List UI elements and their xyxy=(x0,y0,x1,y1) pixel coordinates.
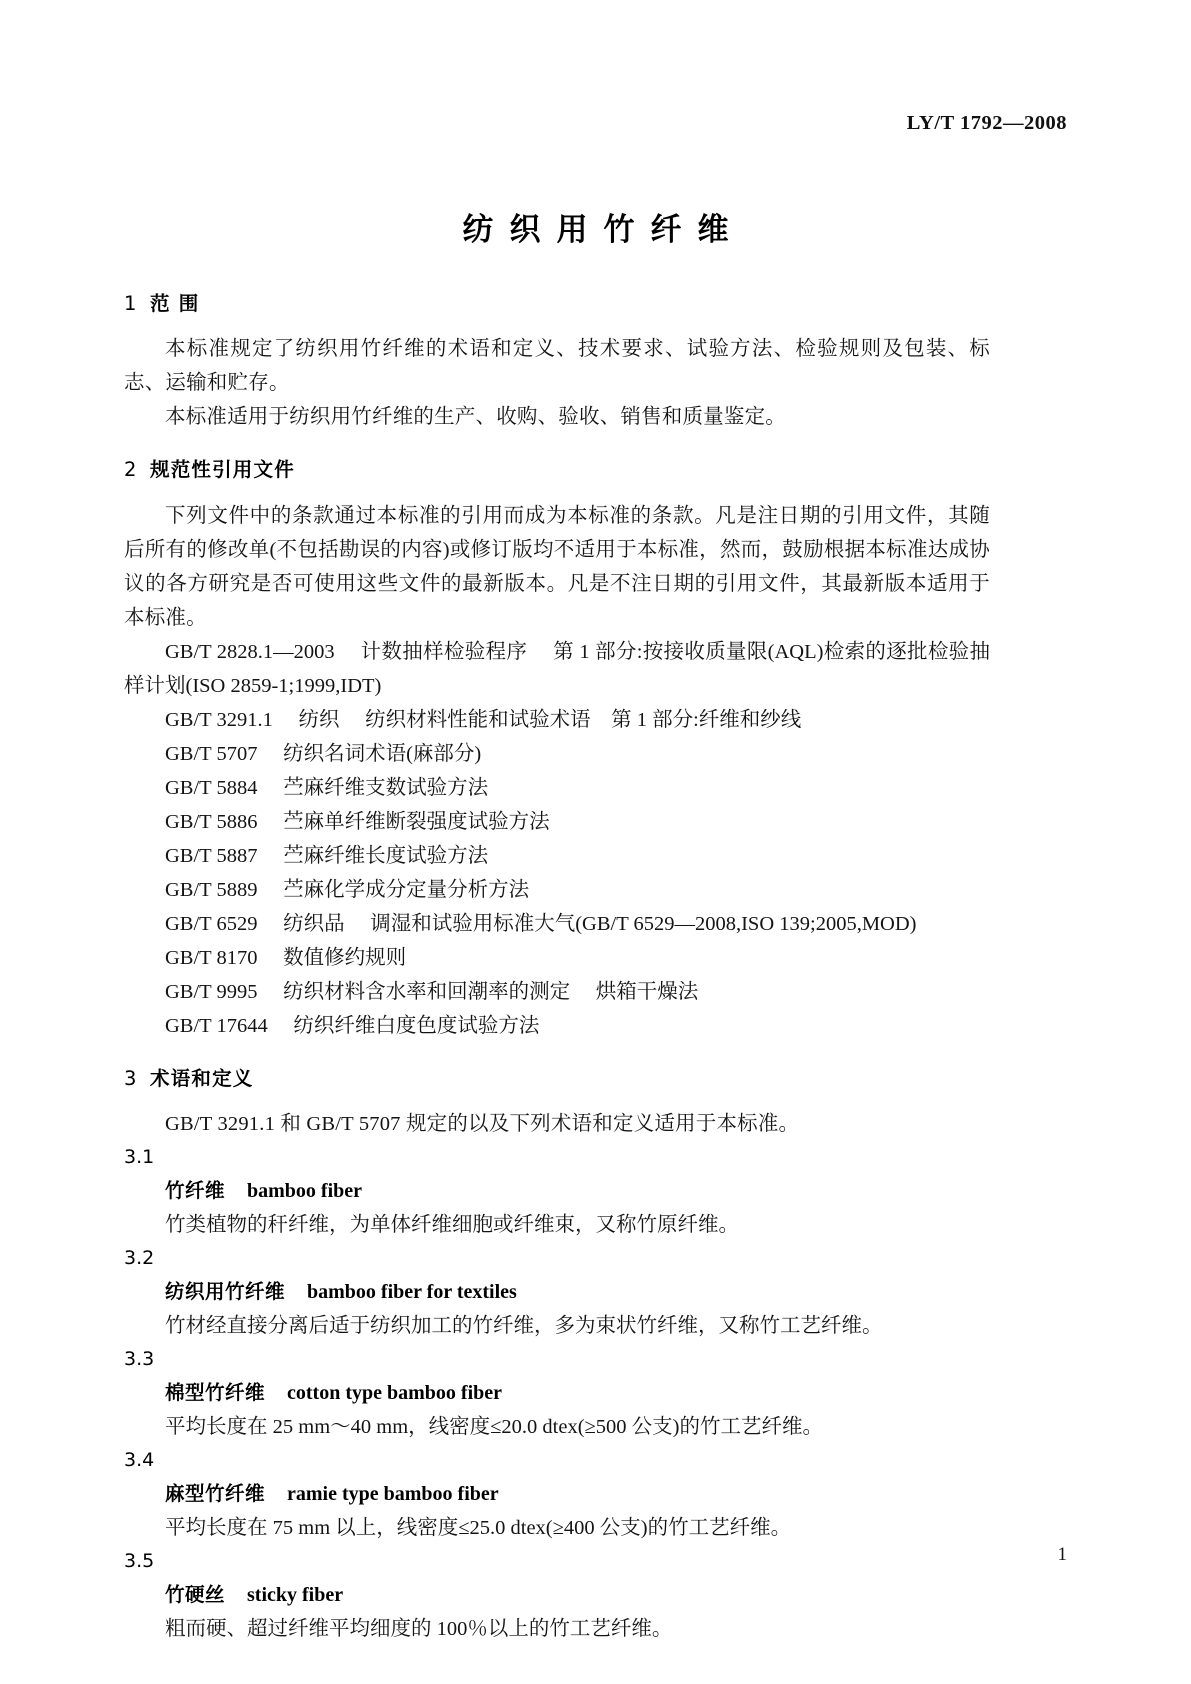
term-definition-list xyxy=(124,1141,990,1646)
term-name-chinese: 纺织用竹纤维 xyxy=(165,1280,286,1304)
term-name-chinese: 竹纤维 xyxy=(165,1179,226,1203)
term-name-english: bamboo fiber for textiles xyxy=(307,1281,517,1304)
reference-code: GB/T 5884 xyxy=(165,776,258,799)
reference-code: GB/T 5889 xyxy=(165,878,258,901)
clause-heading-terms xyxy=(124,1067,990,1090)
term-name-chinese: 麻型竹纤维 xyxy=(165,1482,266,1506)
document-body xyxy=(124,292,990,1646)
reference-title: 苎麻单纤维断裂强度试验方法 xyxy=(283,810,550,833)
normative-reference-item xyxy=(124,873,990,907)
reference-title: 苎麻纤维支数试验方法 xyxy=(283,776,489,799)
term-name-english: ramie type bamboo fiber xyxy=(287,1483,499,1506)
normative-reference-item xyxy=(124,975,990,1009)
reference-title: 纺织 xyxy=(298,708,340,731)
normative-reference-item xyxy=(124,907,990,941)
term-name-chinese: 棉型竹纤维 xyxy=(165,1381,266,1405)
reference-code: GB/T 8170 xyxy=(165,946,258,969)
scope-paragraph-2: 本标准适用于纺织用竹纤维的生产、收购、验收、销售和质量鉴定。 xyxy=(165,406,786,429)
clause-heading-normative-references xyxy=(124,458,990,481)
reference-code: GB/T 9995 xyxy=(165,980,258,1003)
reference-subtitle: 第 1 部分:按接收质量限(AQL)检索的逐批检验抽样计划(ISO 2859-1;1999,IDT) xyxy=(124,640,991,697)
normative-reference-item xyxy=(124,771,990,805)
term-definition: 平均长度在 75 mm 以上，线密度≤25.0 dtex(≥400 公支)的竹工艺纤维。 xyxy=(165,1517,792,1540)
reference-title: 计数抽样检验程序 xyxy=(360,640,528,663)
terms-intro: GB/T 3291.1 和 GB/T 5707 规定的以及下列术语和定义适用于本标准。 xyxy=(165,1113,800,1136)
clause-number-1: 1 xyxy=(124,292,137,315)
normative-reference-item xyxy=(124,839,990,873)
term-name-chinese: 竹硬丝 xyxy=(165,1583,226,1607)
normative-reference-item xyxy=(124,737,990,771)
reference-title: 纺织材料含水率和回潮率的测定 xyxy=(283,980,571,1003)
term-name-row xyxy=(124,1578,990,1612)
reference-title: 纺织纤维白度色度试验方法 xyxy=(293,1014,540,1037)
clause-number-3: 3 xyxy=(124,1066,137,1090)
reference-code: GB/T 5707 xyxy=(165,742,258,765)
term-number: 3.5 xyxy=(124,1550,155,1573)
reference-code: GB/T 6529 xyxy=(165,912,258,935)
page-title: 纺织用竹纤维 xyxy=(462,212,745,248)
term-name-english: cotton type bamboo fiber xyxy=(287,1382,502,1405)
term-name-row xyxy=(124,1275,990,1309)
reference-code: GB/T 5886 xyxy=(165,810,258,833)
normative-reference-item xyxy=(124,1009,990,1043)
reference-code: GB/T 2828.1—2003 xyxy=(165,640,335,663)
clause-number-2: 2 xyxy=(124,458,137,482)
term-definition: 粗而硬、超过纤维平均细度的 100％以上的竹工艺纤维。 xyxy=(165,1618,673,1641)
reference-code: GB/T 5887 xyxy=(165,844,258,867)
normative-reference-item xyxy=(124,703,990,737)
clause-title-1: 范 围 xyxy=(150,292,200,315)
term-name-english: bamboo fiber xyxy=(247,1180,363,1203)
clause-title-3: 术语和定义 xyxy=(150,1066,254,1090)
reference-title: 纺织品 xyxy=(283,912,345,935)
term-definition: 竹材经直接分离后适于纺织加工的竹纤维，多为束状竹纤维，又称竹工艺纤维。 xyxy=(165,1315,883,1338)
normative-references-intro: 下列文件中的条款通过本标准的引用而成为本标准的条款。凡是注日期的引用文件，其随后所有的修改单(不包括勘误的内容)或修订版均不适用于本标准，然而，鼓励根据本标准达成协议的各方研究是否可使用这些文件的最新版本。凡是不注日期的引用文件，其最新版本适用于本标准。 xyxy=(124,504,990,629)
reference-code: GB/T 17644 xyxy=(165,1014,268,1037)
term-definition: 竹类植物的秆纤维，为单体纤维细胞或纤维束，又称竹原纤维。 xyxy=(165,1214,739,1237)
normative-reference-item xyxy=(124,635,990,703)
term-name-row xyxy=(124,1477,990,1511)
normative-reference-list xyxy=(124,635,990,1043)
term-name-row xyxy=(124,1376,990,1410)
reference-title: 数值修约规则 xyxy=(283,946,407,969)
reference-title: 苎麻纤维长度试验方法 xyxy=(283,844,489,867)
reference-title: 苎麻化学成分定量分析方法 xyxy=(283,878,530,901)
clause-heading-scope xyxy=(124,292,990,315)
term-number: 3.4 xyxy=(124,1449,155,1472)
term-number: 3.1 xyxy=(124,1146,155,1169)
clause-title-2: 规范性引用文件 xyxy=(150,458,295,482)
scope-paragraph-1: 本标准规定了纺织用竹纤维的术语和定义、技术要求、试验方法、检验规则及包装、标志、运输和贮存。 xyxy=(124,338,990,395)
reference-subtitle: 纺织材料性能和试验术语 第 1 部分:纤维和纱线 xyxy=(365,708,802,731)
term-name-english: sticky fiber xyxy=(247,1584,344,1607)
reference-subtitle: 调湿和试验用标准大气(GB/T 6529—2008,ISO 139;2005,MOD) xyxy=(370,912,917,935)
page-number: 1 xyxy=(1057,1544,1067,1565)
normative-reference-item xyxy=(124,805,990,839)
term-number: 3.3 xyxy=(124,1348,155,1371)
reference-subtitle: 烘箱干燥法 xyxy=(595,980,699,1003)
reference-code: GB/T 3291.1 xyxy=(165,708,273,731)
standard-code: LY/T 1792—2008 xyxy=(906,112,1067,134)
term-number: 3.2 xyxy=(124,1247,155,1270)
reference-title: 纺织名词术语(麻部分) xyxy=(283,742,482,765)
running-header xyxy=(124,112,1067,140)
term-definition: 平均长度在 25 mm～40 mm，线密度≤20.0 dtex(≥500 公支)的竹工艺纤维。 xyxy=(165,1416,823,1439)
normative-reference-item xyxy=(124,941,990,975)
term-name-row xyxy=(124,1174,990,1208)
